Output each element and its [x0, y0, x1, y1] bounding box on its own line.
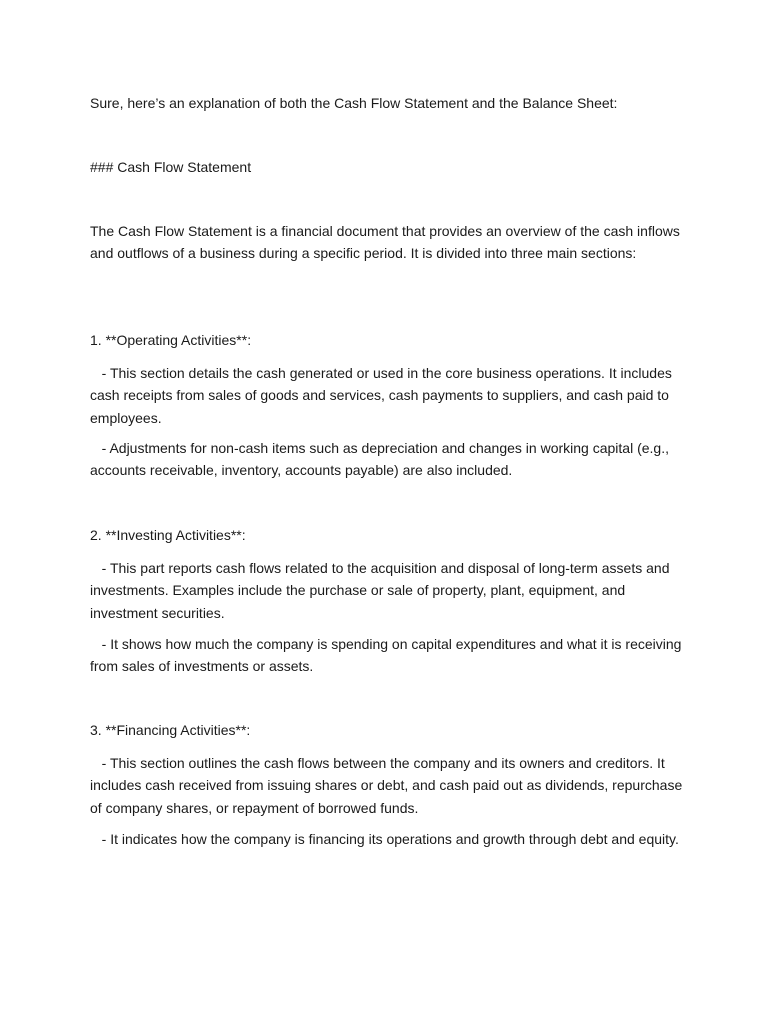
financing-activities-title: 3. **Financing Activities**:	[90, 722, 251, 738]
operating-activities-point-1: - This section details the cash generated or used in the core business operations. It includes cash receipts from sales of goods and services, cash payments to suppliers, and cash paid to employees.	[90, 365, 676, 426]
intro-text: Sure, here’s an explanation of both the Cash Flow Statement and the Balance Sheet:	[90, 95, 618, 111]
operating-activities-point-2: - Adjustments for non-cash items such as depreciation and changes in working capital (e.g., accounts receivable, inventory, accounts payable) are also included.	[90, 440, 673, 479]
investing-activities-title: 2. **Investing Activities**:	[90, 527, 246, 543]
operating-activities-title: 1. **Operating Activities**:	[90, 332, 252, 348]
investing-activities-point-1: - This part reports cash flows related to the acquisition and disposal of long-term assets and investments. Examples include the purchase or sale of property, plant, equipment, and investment securities.	[90, 560, 674, 621]
financing-activities-point-2: - It indicates how the company is financing its operations and growth through debt and equity.	[90, 831, 679, 847]
overview-paragraph: The Cash Flow Statement is a financial document that provides an overview of the cash inflows and outflows of a business during a specific period. It is divided into three main sections:	[90, 223, 680, 262]
section-heading: ### Cash Flow Statement	[90, 159, 252, 175]
financing-activities-point-1: - This section outlines the cash flows between the company and its owners and creditors. It includes cash received from issuing shares or debt, and cash paid out as dividends, repurchase of company shares, or repayment of borrowed funds.	[90, 755, 687, 816]
investing-activities-point-2: - It shows how much the company is spending on capital expenditures and what it is receiving from sales of investments or assets.	[90, 636, 686, 675]
